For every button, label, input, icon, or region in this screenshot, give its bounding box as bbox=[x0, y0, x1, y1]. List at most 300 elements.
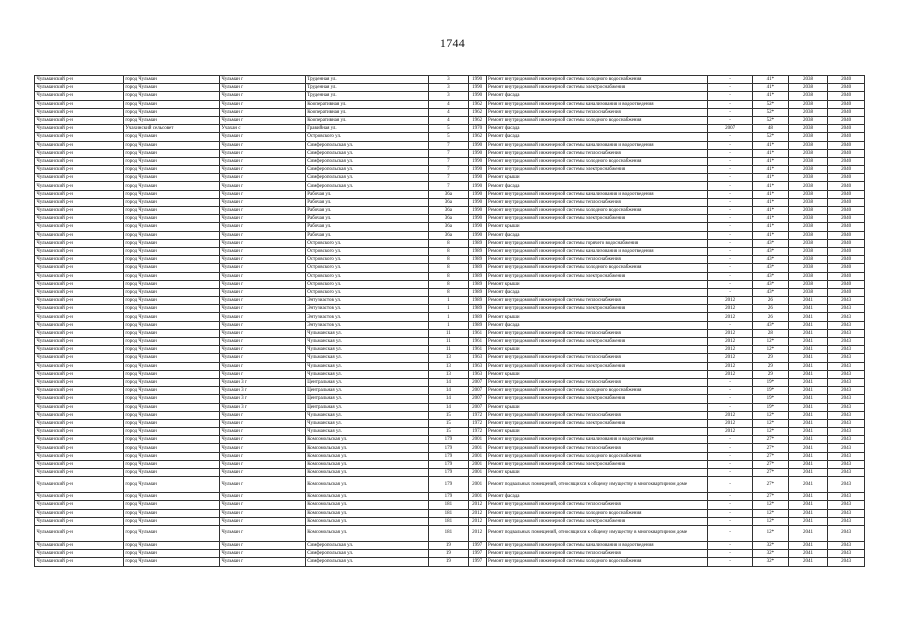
table-row bbox=[35, 460, 865, 468]
house-number-cell: 11 bbox=[429, 329, 469, 337]
street-cell: Чульманская ул. bbox=[305, 329, 428, 337]
last-repair-year-cell: - bbox=[708, 272, 753, 280]
start-year-cell: 2038 bbox=[788, 141, 828, 149]
wear-cell: 26 bbox=[753, 313, 789, 321]
house-number-cell: 5 bbox=[429, 133, 469, 141]
last-repair-year-cell: - bbox=[708, 469, 753, 477]
district-cell: Чульманский р-н bbox=[35, 108, 124, 116]
end-year-cell: 2043 bbox=[828, 469, 865, 477]
street-cell: Труденная ул. bbox=[305, 92, 428, 100]
district-cell: Чульманский р-н bbox=[35, 378, 124, 386]
settlement-cell: город Чульман bbox=[123, 305, 219, 313]
street-cell: Комсомольская ул. bbox=[305, 444, 428, 452]
locality-cell: Чульман г bbox=[220, 207, 306, 215]
table-row bbox=[35, 541, 865, 549]
district-cell: Чульманский р-н bbox=[35, 313, 124, 321]
house-number-cell: 13 bbox=[429, 354, 469, 362]
street-cell: Рабочая ул. bbox=[305, 223, 428, 231]
locality-cell: Чульман г bbox=[220, 247, 306, 255]
street-cell: Комсомольская ул. bbox=[305, 517, 428, 525]
wear-cell: 41* bbox=[753, 215, 789, 223]
build-year-cell: 1990 bbox=[468, 207, 486, 215]
work-type-cell: Ремонт внутридомовой инженерной системы электроснабжения bbox=[486, 166, 708, 174]
start-year-cell: 2038 bbox=[788, 182, 828, 190]
last-repair-year-cell: - bbox=[708, 207, 753, 215]
settlement-cell: город Чульман bbox=[123, 338, 219, 346]
last-repair-year-cell: - bbox=[708, 452, 753, 460]
district-cell: Чульманский р-н bbox=[35, 256, 124, 264]
locality-cell: Чульман г bbox=[220, 419, 306, 427]
locality-cell: Чульман г bbox=[220, 84, 306, 92]
settlement-cell: город Чульман bbox=[123, 76, 219, 84]
end-year-cell: 2043 bbox=[828, 509, 865, 517]
settlement-cell: город Чульман bbox=[123, 108, 219, 116]
wear-cell: 43* bbox=[753, 280, 789, 288]
work-type-cell: Ремонт крыши bbox=[486, 469, 708, 477]
end-year-cell: 2040 bbox=[828, 264, 865, 272]
street-cell: Энтузиастов ул. bbox=[305, 321, 428, 329]
wear-cell: 41* bbox=[753, 76, 789, 84]
work-type-cell: Ремонт внутридомовой инженерной системы теплоснабжения bbox=[486, 411, 708, 419]
work-type-cell: Ремонт внутридомовой инженерной системы электроснабжения bbox=[486, 338, 708, 346]
house-number-cell: 4 bbox=[429, 108, 469, 116]
last-repair-year-cell: 2012 bbox=[708, 370, 753, 378]
last-repair-year-cell: - bbox=[708, 182, 753, 190]
district-cell: Чульманский р-н bbox=[35, 428, 124, 436]
house-number-cell: 7 bbox=[429, 174, 469, 182]
locality-cell: Чульман 3 г bbox=[220, 378, 306, 386]
build-year-cell: 1997 bbox=[468, 558, 486, 566]
build-year-cell: 1972 bbox=[468, 411, 486, 419]
table-row bbox=[35, 321, 865, 329]
settlement-cell: город Чульман bbox=[123, 166, 219, 174]
last-repair-year-cell: - bbox=[708, 288, 753, 296]
settlement-cell: город Чульман bbox=[123, 329, 219, 337]
last-repair-year-cell: - bbox=[708, 387, 753, 395]
end-year-cell: 2043 bbox=[828, 444, 865, 452]
street-cell: Центральная ул. bbox=[305, 378, 428, 386]
house-number-cell: 11 bbox=[429, 338, 469, 346]
district-cell: Чульманский р-н bbox=[35, 541, 124, 549]
locality-cell: Чульман г bbox=[220, 313, 306, 321]
wear-cell: 43* bbox=[753, 247, 789, 255]
locality-cell: Чульман г bbox=[220, 133, 306, 141]
build-year-cell: 2007 bbox=[468, 378, 486, 386]
settlement-cell: город Чульман bbox=[123, 280, 219, 288]
district-cell: Чульманский р-н bbox=[35, 76, 124, 84]
house-number-cell: 179 bbox=[429, 460, 469, 468]
wear-cell: 28 bbox=[753, 329, 789, 337]
wear-cell: 12* bbox=[753, 525, 789, 541]
work-type-cell: Ремонт крыши bbox=[486, 174, 708, 182]
build-year-cell: 1990 bbox=[468, 223, 486, 231]
settlement-cell: город Чульман bbox=[123, 460, 219, 468]
build-year-cell: 1963 bbox=[468, 362, 486, 370]
build-year-cell: 1997 bbox=[468, 541, 486, 549]
end-year-cell: 2043 bbox=[828, 541, 865, 549]
table-row bbox=[35, 247, 865, 255]
table-row bbox=[35, 92, 865, 100]
build-year-cell: 1989 bbox=[468, 256, 486, 264]
work-type-cell: Ремонт внутридомовой инженерной системы теплоснабжения bbox=[486, 501, 708, 509]
house-number-cell: 8 bbox=[429, 272, 469, 280]
district-cell: Чульманский р-н bbox=[35, 141, 124, 149]
work-type-cell: Ремонт внутридомовой инженерной системы теплоснабжения bbox=[486, 354, 708, 362]
build-year-cell: 1989 bbox=[468, 321, 486, 329]
wear-cell: 41* bbox=[753, 174, 789, 182]
wear-cell: 29 bbox=[753, 362, 789, 370]
district-cell: Чульманский р-н bbox=[35, 403, 124, 411]
house-number-cell: 4 bbox=[429, 100, 469, 108]
work-type-cell: Ремонт фасада bbox=[486, 133, 708, 141]
table-row bbox=[35, 256, 865, 264]
repair-schedule-table bbox=[34, 75, 865, 567]
build-year-cell: 1990 bbox=[468, 174, 486, 182]
table-row bbox=[35, 198, 865, 206]
table-row bbox=[35, 338, 865, 346]
start-year-cell: 2041 bbox=[788, 460, 828, 468]
wear-cell: 41* bbox=[753, 166, 789, 174]
last-repair-year-cell: - bbox=[708, 198, 753, 206]
end-year-cell: 2043 bbox=[828, 403, 865, 411]
locality-cell: Чульман 3 г bbox=[220, 395, 306, 403]
end-year-cell: 2040 bbox=[828, 215, 865, 223]
district-cell: Чульманский р-н bbox=[35, 329, 124, 337]
street-cell: Комсомольская ул. bbox=[305, 469, 428, 477]
street-cell: Центральная ул. bbox=[305, 387, 428, 395]
district-cell: Чульманский р-н bbox=[35, 116, 124, 124]
build-year-cell: 1990 bbox=[468, 149, 486, 157]
work-type-cell: Ремонт фасада bbox=[486, 493, 708, 501]
settlement-cell: город Чульман bbox=[123, 550, 219, 558]
build-year-cell: 2012 bbox=[468, 525, 486, 541]
build-year-cell: 1989 bbox=[468, 305, 486, 313]
wear-cell: 41* bbox=[753, 207, 789, 215]
settlement-cell: город Чульман bbox=[123, 452, 219, 460]
end-year-cell: 2043 bbox=[828, 419, 865, 427]
settlement-cell: Учахинский сельсовет bbox=[123, 125, 219, 133]
end-year-cell: 2040 bbox=[828, 231, 865, 239]
table-body bbox=[35, 76, 865, 567]
build-year-cell: 1990 bbox=[468, 76, 486, 84]
last-repair-year-cell: - bbox=[708, 460, 753, 468]
street-cell: Симферопольская ул. bbox=[305, 558, 428, 566]
table-row bbox=[35, 428, 865, 436]
last-repair-year-cell: - bbox=[708, 395, 753, 403]
table-row bbox=[35, 297, 865, 305]
street-cell: Труденная ул. bbox=[305, 76, 428, 84]
start-year-cell: 2041 bbox=[788, 525, 828, 541]
locality-cell: Чульман г bbox=[220, 198, 306, 206]
work-type-cell: Ремонт внутридомовой инженерной системы горячего водоснабжения bbox=[486, 239, 708, 247]
build-year-cell: 1989 bbox=[468, 272, 486, 280]
start-year-cell: 2041 bbox=[788, 493, 828, 501]
work-type-cell: Ремонт внутридомовой инженерной системы теплоснабжения bbox=[486, 297, 708, 305]
table-row bbox=[35, 411, 865, 419]
settlement-cell: город Чульман bbox=[123, 231, 219, 239]
settlement-cell: город Чульман bbox=[123, 501, 219, 509]
start-year-cell: 2041 bbox=[788, 501, 828, 509]
house-number-cell: 36а bbox=[429, 231, 469, 239]
end-year-cell: 2040 bbox=[828, 223, 865, 231]
house-number-cell: 36а bbox=[429, 190, 469, 198]
end-year-cell: 2040 bbox=[828, 100, 865, 108]
start-year-cell: 2038 bbox=[788, 223, 828, 231]
last-repair-year-cell: - bbox=[708, 509, 753, 517]
work-type-cell: Ремонт внутридомовой инженерной системы теплоснабжения bbox=[486, 108, 708, 116]
last-repair-year-cell: - bbox=[708, 166, 753, 174]
last-repair-year-cell: - bbox=[708, 100, 753, 108]
locality-cell: Чульман г bbox=[220, 305, 306, 313]
locality-cell: Чульман г bbox=[220, 541, 306, 549]
settlement-cell: город Чульман bbox=[123, 141, 219, 149]
house-number-cell: 179 bbox=[429, 493, 469, 501]
work-type-cell: Ремонт внутридомовой инженерной системы холодного водоснабжения bbox=[486, 387, 708, 395]
district-cell: Чульманский р-н bbox=[35, 338, 124, 346]
table-row bbox=[35, 493, 865, 501]
street-cell: Островского ул. bbox=[305, 264, 428, 272]
street-cell: Островского ул. bbox=[305, 256, 428, 264]
street-cell: Энтузиастов ул. bbox=[305, 297, 428, 305]
locality-cell: Чульман г bbox=[220, 460, 306, 468]
end-year-cell: 2043 bbox=[828, 338, 865, 346]
street-cell: Симферопольская ул. bbox=[305, 157, 428, 165]
start-year-cell: 2041 bbox=[788, 378, 828, 386]
build-year-cell: 1990 bbox=[468, 84, 486, 92]
district-cell: Чульманский р-н bbox=[35, 452, 124, 460]
wear-cell: 48 bbox=[753, 125, 789, 133]
locality-cell: Чульман г bbox=[220, 338, 306, 346]
end-year-cell: 2043 bbox=[828, 346, 865, 354]
table-row bbox=[35, 239, 865, 247]
build-year-cell: 1989 bbox=[468, 247, 486, 255]
start-year-cell: 2041 bbox=[788, 550, 828, 558]
build-year-cell: 1990 bbox=[468, 157, 486, 165]
wear-cell: 12* bbox=[753, 346, 789, 354]
start-year-cell: 2038 bbox=[788, 149, 828, 157]
build-year-cell: 2001 bbox=[468, 493, 486, 501]
start-year-cell: 2038 bbox=[788, 84, 828, 92]
house-number-cell: 7 bbox=[429, 157, 469, 165]
last-repair-year-cell: - bbox=[708, 280, 753, 288]
street-cell: Рабочая ул. bbox=[305, 215, 428, 223]
street-cell: Чульманская ул. bbox=[305, 362, 428, 370]
district-cell: Чульманский р-н bbox=[35, 100, 124, 108]
wear-cell: 12* bbox=[753, 517, 789, 525]
locality-cell: Чульман г bbox=[220, 469, 306, 477]
last-repair-year-cell: - bbox=[708, 215, 753, 223]
locality-cell: Чульман г bbox=[220, 477, 306, 493]
last-repair-year-cell: 2012 bbox=[708, 362, 753, 370]
end-year-cell: 2040 bbox=[828, 125, 865, 133]
build-year-cell: 2007 bbox=[468, 387, 486, 395]
start-year-cell: 2038 bbox=[788, 280, 828, 288]
last-repair-year-cell: - bbox=[708, 321, 753, 329]
table-row bbox=[35, 215, 865, 223]
last-repair-year-cell: - bbox=[708, 108, 753, 116]
wear-cell: 32* bbox=[753, 558, 789, 566]
house-number-cell: 1 bbox=[429, 321, 469, 329]
settlement-cell: город Чульман bbox=[123, 403, 219, 411]
house-number-cell: 179 bbox=[429, 452, 469, 460]
settlement-cell: город Чульман bbox=[123, 525, 219, 541]
street-cell: Кооперативная ул. bbox=[305, 108, 428, 116]
locality-cell: Чульман г bbox=[220, 280, 306, 288]
end-year-cell: 2040 bbox=[828, 76, 865, 84]
house-number-cell: 7 bbox=[429, 182, 469, 190]
table-row bbox=[35, 395, 865, 403]
table-row bbox=[35, 501, 865, 509]
house-number-cell: 179 bbox=[429, 436, 469, 444]
last-repair-year-cell: - bbox=[708, 493, 753, 501]
street-cell: Рабочая ул. bbox=[305, 198, 428, 206]
start-year-cell: 2041 bbox=[788, 469, 828, 477]
last-repair-year-cell: - bbox=[708, 444, 753, 452]
locality-cell: Чульман г bbox=[220, 141, 306, 149]
wear-cell: 32* bbox=[753, 541, 789, 549]
locality-cell: Чульман г bbox=[220, 182, 306, 190]
street-cell: Комсомольская ул. bbox=[305, 460, 428, 468]
settlement-cell: город Чульман bbox=[123, 387, 219, 395]
wear-cell: 32* bbox=[753, 550, 789, 558]
house-number-cell: 1 bbox=[429, 313, 469, 321]
work-type-cell: Ремонт крыши bbox=[486, 223, 708, 231]
end-year-cell: 2043 bbox=[828, 362, 865, 370]
last-repair-year-cell: 2012 bbox=[708, 346, 753, 354]
end-year-cell: 2043 bbox=[828, 378, 865, 386]
work-type-cell: Ремонт внутридомовой инженерной системы теплоснабжения bbox=[486, 378, 708, 386]
start-year-cell: 2038 bbox=[788, 116, 828, 124]
work-type-cell: Ремонт внутридомовой инженерной системы электроснабжения bbox=[486, 305, 708, 313]
house-number-cell: 13 bbox=[429, 370, 469, 378]
table-row bbox=[35, 223, 865, 231]
locality-cell: Чульман г bbox=[220, 558, 306, 566]
start-year-cell: 2041 bbox=[788, 452, 828, 460]
build-year-cell: 1963 bbox=[468, 370, 486, 378]
end-year-cell: 2043 bbox=[828, 558, 865, 566]
street-cell: Комсомольская ул. bbox=[305, 493, 428, 501]
district-cell: Чульманский р-н bbox=[35, 436, 124, 444]
settlement-cell: город Чульман bbox=[123, 517, 219, 525]
house-number-cell: 15 bbox=[429, 411, 469, 419]
last-repair-year-cell: - bbox=[708, 116, 753, 124]
start-year-cell: 2038 bbox=[788, 239, 828, 247]
house-number-cell: 181 bbox=[429, 509, 469, 517]
district-cell: Чульманский р-н bbox=[35, 477, 124, 493]
table-row bbox=[35, 166, 865, 174]
table-row bbox=[35, 378, 865, 386]
settlement-cell: город Чульман bbox=[123, 174, 219, 182]
table-row bbox=[35, 76, 865, 84]
house-number-cell: 11 bbox=[429, 346, 469, 354]
locality-cell: Чульман г bbox=[220, 297, 306, 305]
end-year-cell: 2043 bbox=[828, 436, 865, 444]
end-year-cell: 2040 bbox=[828, 182, 865, 190]
district-cell: Чульманский р-н bbox=[35, 354, 124, 362]
end-year-cell: 2040 bbox=[828, 116, 865, 124]
settlement-cell: город Чульман bbox=[123, 378, 219, 386]
settlement-cell: город Чульман bbox=[123, 346, 219, 354]
district-cell: Чульманский р-н bbox=[35, 231, 124, 239]
table-row bbox=[35, 264, 865, 272]
wear-cell: 12* bbox=[753, 338, 789, 346]
start-year-cell: 2041 bbox=[788, 411, 828, 419]
wear-cell: 43* bbox=[753, 264, 789, 272]
wear-cell: 52* bbox=[753, 116, 789, 124]
district-cell: Чульманский р-н bbox=[35, 182, 124, 190]
locality-cell: Чульман г bbox=[220, 272, 306, 280]
wear-cell: 52* bbox=[753, 133, 789, 141]
last-repair-year-cell: 2007 bbox=[708, 125, 753, 133]
build-year-cell: 1990 bbox=[468, 215, 486, 223]
locality-cell: Чульман г bbox=[220, 329, 306, 337]
house-number-cell: 15 bbox=[429, 428, 469, 436]
last-repair-year-cell: 2012 bbox=[708, 329, 753, 337]
wear-cell: 12* bbox=[753, 428, 789, 436]
locality-cell: Чульман г bbox=[220, 264, 306, 272]
street-cell: Островского ул. bbox=[305, 239, 428, 247]
wear-cell: 43* bbox=[753, 321, 789, 329]
start-year-cell: 2041 bbox=[788, 297, 828, 305]
start-year-cell: 2038 bbox=[788, 231, 828, 239]
house-number-cell: 36а bbox=[429, 223, 469, 231]
settlement-cell: город Чульман bbox=[123, 411, 219, 419]
house-number-cell: 8 bbox=[429, 264, 469, 272]
district-cell: Чульманский р-н bbox=[35, 264, 124, 272]
end-year-cell: 2040 bbox=[828, 133, 865, 141]
end-year-cell: 2043 bbox=[828, 395, 865, 403]
district-cell: Чульманский р-н bbox=[35, 125, 124, 133]
settlement-cell: город Чульман bbox=[123, 182, 219, 190]
start-year-cell: 2038 bbox=[788, 190, 828, 198]
street-cell: Чульманская ул. bbox=[305, 411, 428, 419]
street-cell: Островского ул. bbox=[305, 272, 428, 280]
locality-cell: Чульман г bbox=[220, 452, 306, 460]
locality-cell: Чульман 3 г bbox=[220, 387, 306, 395]
last-repair-year-cell: 2012 bbox=[708, 428, 753, 436]
settlement-cell: город Чульман bbox=[123, 133, 219, 141]
work-type-cell: Ремонт внутридомовой инженерной системы электроснабжения bbox=[486, 517, 708, 525]
last-repair-year-cell: 2012 bbox=[708, 297, 753, 305]
house-number-cell: 3 bbox=[429, 76, 469, 84]
settlement-cell: город Чульман bbox=[123, 509, 219, 517]
settlement-cell: город Чульман bbox=[123, 288, 219, 296]
last-repair-year-cell: - bbox=[708, 239, 753, 247]
last-repair-year-cell: - bbox=[708, 541, 753, 549]
build-year-cell: 1990 bbox=[468, 141, 486, 149]
end-year-cell: 2040 bbox=[828, 174, 865, 182]
table-row bbox=[35, 133, 865, 141]
settlement-cell: город Чульман bbox=[123, 370, 219, 378]
locality-cell: Чульман г bbox=[220, 174, 306, 182]
wear-cell: 41* bbox=[753, 231, 789, 239]
build-year-cell: 1989 bbox=[468, 264, 486, 272]
work-type-cell: Ремонт внутридомовой инженерной системы холодного водоснабжения bbox=[486, 558, 708, 566]
start-year-cell: 2038 bbox=[788, 207, 828, 215]
district-cell: Чульманский р-н bbox=[35, 370, 124, 378]
table-row bbox=[35, 509, 865, 517]
house-number-cell: 181 bbox=[429, 517, 469, 525]
locality-cell: Чульман г bbox=[220, 321, 306, 329]
street-cell: Чульманская ул. bbox=[305, 428, 428, 436]
locality-cell: Чульман г bbox=[220, 157, 306, 165]
end-year-cell: 2043 bbox=[828, 452, 865, 460]
end-year-cell: 2043 bbox=[828, 321, 865, 329]
settlement-cell: город Чульман bbox=[123, 362, 219, 370]
table-row bbox=[35, 403, 865, 411]
table-row bbox=[35, 444, 865, 452]
house-number-cell: 19 bbox=[429, 550, 469, 558]
